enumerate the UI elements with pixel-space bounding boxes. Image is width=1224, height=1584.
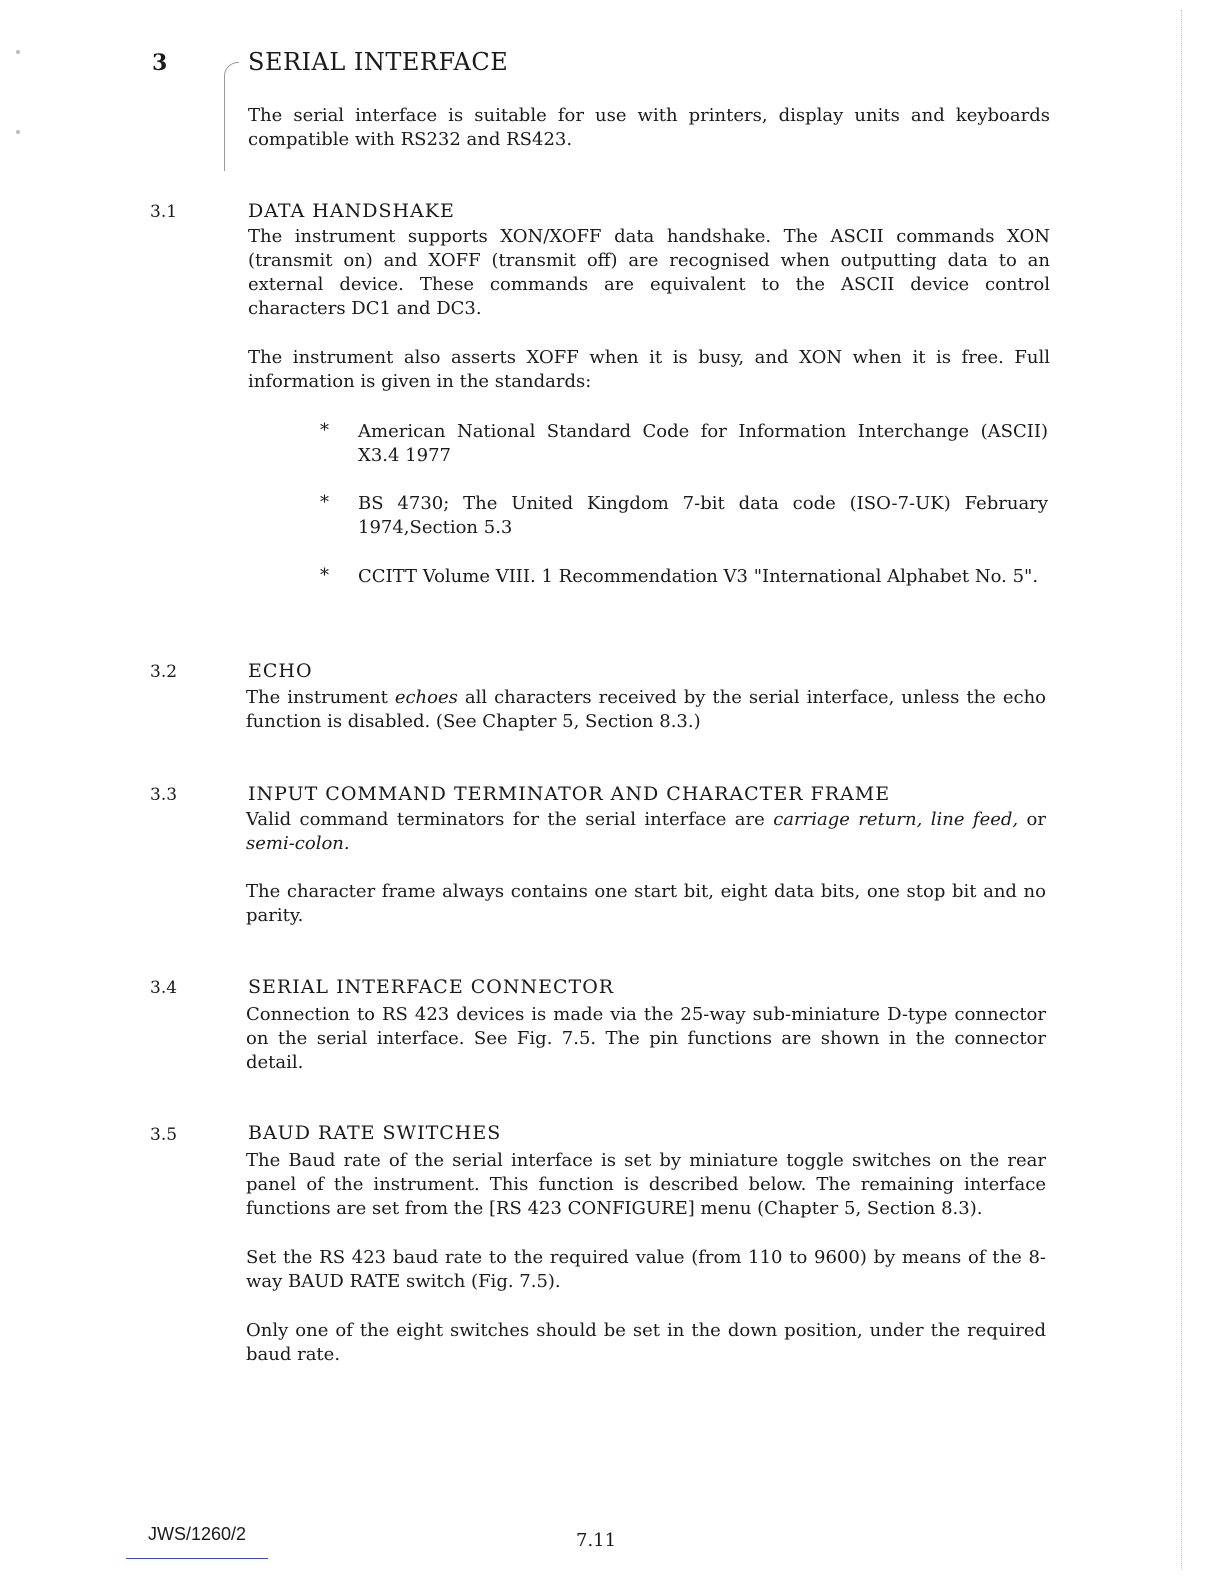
section-paragraph: Connection to RS 423 devices is made via the 25-way sub-miniature D-type connector on the serial interface. See Fig. 7.5. The pin functions are shown in the connector detail. (246, 1004, 1046, 1073)
document-reference: JWS/1260/2 (148, 1524, 247, 1544)
section-paragraph: Only one of the eight switches should be set in the down position, under the required baud rate. (246, 1320, 1046, 1365)
section-title: DATA HANDSHAKE (248, 200, 455, 222)
section-paragraph: The Baud rate of the serial interface is set by miniature toggle switches on the rear panel of the instrument. This function is described below. The remaining interface functions are set from the [RS 423 CONFIGURE] menu (Chapter 5, Section 8.3). (246, 1150, 1046, 1219)
bullet-mark: * (320, 492, 329, 513)
section-paragraph: The instrument echoes all characters received by the serial interface, unless the echo function is disabled. (See Chapter 5, Section 8.3.) (246, 687, 1046, 732)
section-title: INPUT COMMAND TERMINATOR AND CHARACTER FRAME (248, 783, 891, 805)
bullet-item: American National Standard Code for Information Interchange (ASCII) X3.4 1977 (358, 421, 1048, 466)
scan-speck (16, 50, 20, 54)
bullet-mark: * (320, 420, 329, 441)
section-paragraph: Set the RS 423 baud rate to the required value (from 110 to 9600) by means of the 8-way BAUD RATE switch (Fig. 7.5). (246, 1247, 1046, 1292)
margin-bracket-mark (224, 62, 239, 171)
section-title: ECHO (248, 660, 313, 682)
emphasis-text: carriage return, line feed, (773, 809, 1019, 830)
bullet-mark: * (320, 565, 329, 586)
section-paragraph: The character frame always contains one start bit, eight data bits, one stop bit and no parity. (246, 881, 1046, 926)
section-paragraph: The instrument also asserts XOFF when it is busy, and XON when it is free. Full information is given in the standards: (248, 347, 1050, 392)
chapter-intro: The serial interface is suitable for use with printers, display units and keyboards compatible with RS232 and RS423. (248, 105, 1050, 150)
chapter-title: SERIAL INTERFACE (248, 48, 509, 76)
section-number: 3.5 (150, 1125, 178, 1145)
footer-rule (126, 1558, 268, 1559)
section-number: 3.4 (150, 978, 178, 998)
bullet-item: BS 4730; The United Kingdom 7-bit data code (ISO-7-UK) February 1974,Section 5.3 (358, 493, 1048, 538)
section-paragraph: Valid command terminators for the serial interface are carriage return, line feed, or semi-colon. (246, 809, 1046, 854)
chapter-number: 3 (152, 50, 168, 76)
emphasis-text: echoes (394, 687, 458, 708)
page-number: 7.11 (576, 1530, 617, 1551)
page-edge-shadow (1181, 10, 1183, 1570)
emphasis-text: semi-colon. (246, 833, 350, 854)
section-number: 3.2 (150, 662, 178, 682)
scan-speck (16, 130, 20, 134)
section-number: 3.3 (150, 785, 178, 805)
section-paragraph: The instrument supports XON/XOFF data handshake. The ASCII commands XON (transmit on) and XOFF (transmit off) are recognised when outputting data to an external device. These commands are equivalent to the ASCII device control characters DC1 and DC3. (248, 226, 1050, 319)
section-title: SERIAL INTERFACE CONNECTOR (248, 976, 615, 998)
section-title: BAUD RATE SWITCHES (248, 1122, 502, 1144)
section-number: 3.1 (150, 202, 178, 222)
bullet-item: CCITT Volume VIII. 1 Recommendation V3 "International Alphabet No. 5". (358, 566, 1039, 587)
